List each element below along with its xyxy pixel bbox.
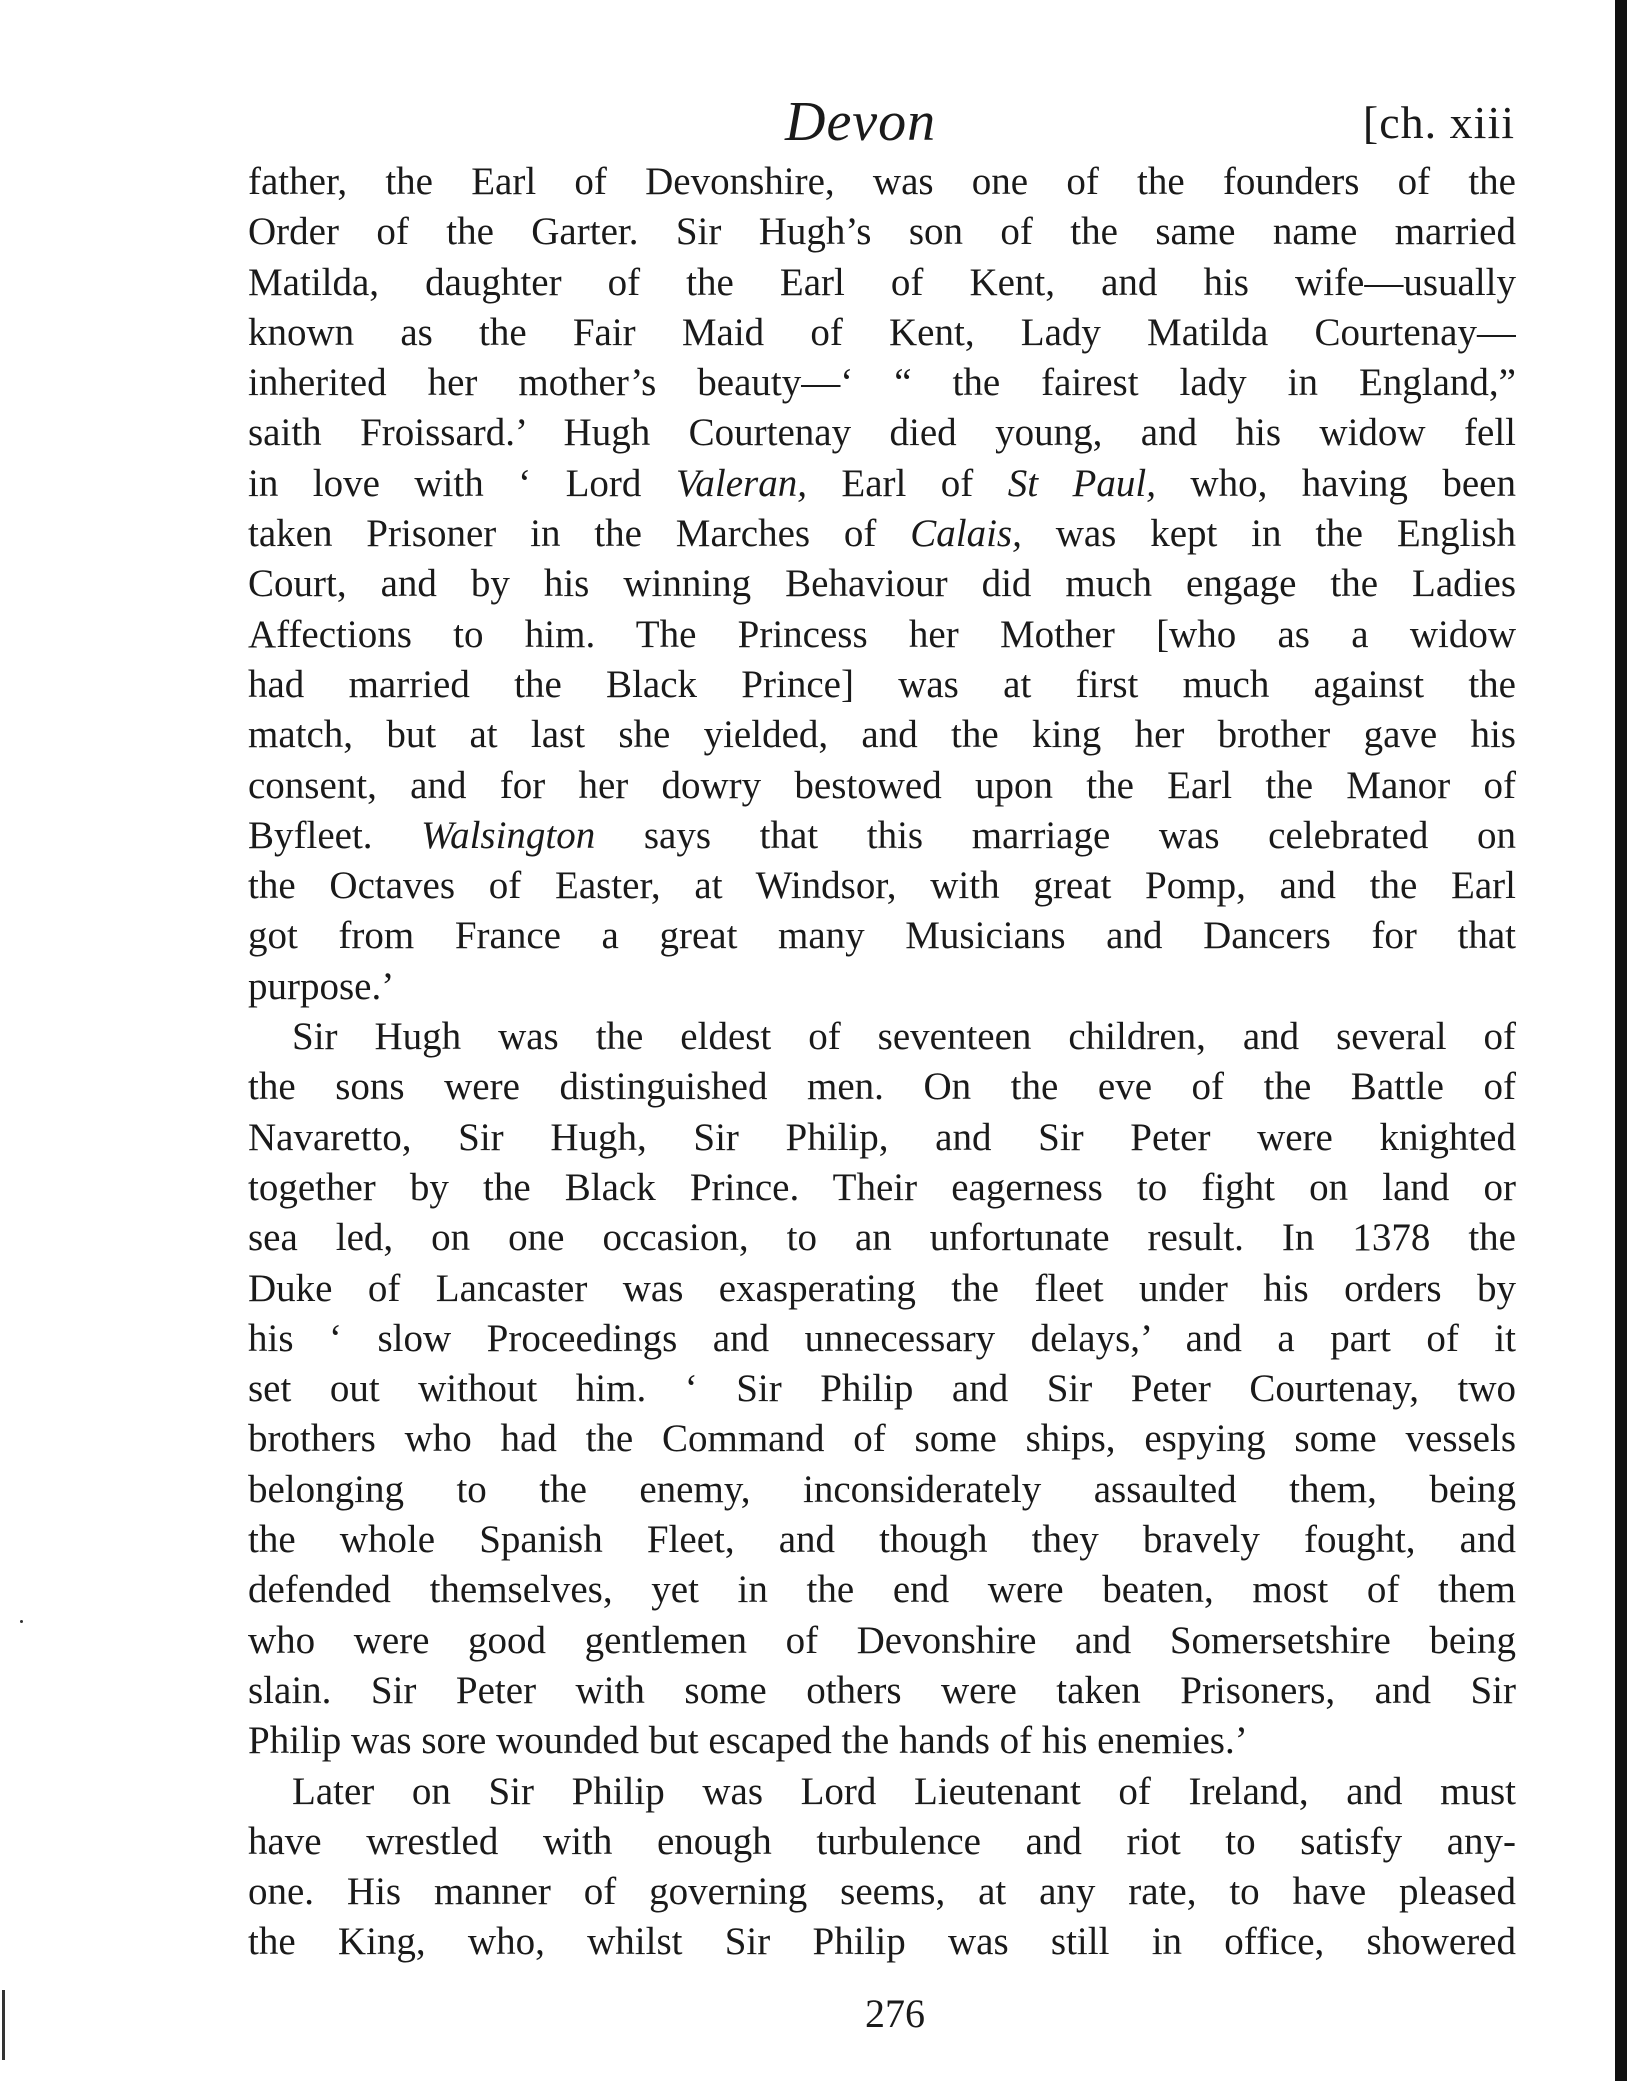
text-line bbox=[248, 509, 1516, 559]
text-line: known as the Fair Maid of Kent, Lady Matilda Courtenay— bbox=[248, 310, 1516, 354]
text-line: Navaretto, Sir Hugh, Sir Philip, and Sir Peter were knighted bbox=[248, 1115, 1516, 1159]
text-line: Affections to him. The Princess her Mother [who as a widow bbox=[248, 612, 1516, 656]
text-run: in love with ‘ Lord bbox=[248, 461, 676, 505]
page-number: 276 bbox=[865, 1991, 925, 2036]
text-line: Court, and by his winning Behaviour did much engage the Ladies bbox=[248, 562, 1516, 606]
text-line: who were good gentlemen of Devonshire and Somersetshire being bbox=[248, 1618, 1516, 1662]
text-run: Byfleet. bbox=[248, 813, 422, 857]
text-line: the sons were distinguished men. On the eve of the Battle of bbox=[248, 1065, 1516, 1109]
text-line: the King, who, whilst Sir Philip was still in office, showered bbox=[248, 1920, 1516, 1964]
text-line: got from France a great many Musicians and Dancers for that bbox=[248, 914, 1516, 958]
text-line: have wrestled with enough turbulence and riot to satisfy any- bbox=[248, 1819, 1516, 1863]
text-line: one. His manner of governing seems, at any rate, to have pleased bbox=[248, 1870, 1516, 1914]
italic-name: St Paul, bbox=[1007, 461, 1156, 505]
text-line: his ‘ slow Proceedings and unnecessary delays,’ and a part of it bbox=[248, 1316, 1516, 1360]
text-line: inherited her mother’s beauty—‘ “ the fairest lady in England,” bbox=[248, 361, 1516, 405]
text-line: belonging to the enemy, inconsiderately assaulted them, being bbox=[248, 1467, 1516, 1511]
chapter-reference: [ch. xiii bbox=[1362, 97, 1515, 148]
body-text bbox=[248, 157, 1516, 1968]
text-run: who, having been bbox=[1155, 461, 1516, 505]
running-header bbox=[250, 90, 1515, 160]
text-line: Order of the Garter. Sir Hugh’s son of the same name married bbox=[248, 210, 1516, 254]
text-line: the whole Spanish Fleet, and though they bravely fought, and bbox=[248, 1518, 1516, 1562]
text-line: set out without him. ‘ Sir Philip and Sir Peter Courtenay, two bbox=[248, 1367, 1516, 1411]
text-line: had married the Black Prince] was at first much against the bbox=[248, 662, 1516, 706]
text-line: brothers who had the Command of some ships, espying some vessels bbox=[248, 1417, 1516, 1461]
text-line: Philip was sore wounded but escaped the hands of his enemies.’ bbox=[248, 1719, 1248, 1763]
italic-name: Calais, bbox=[910, 512, 1022, 556]
text-run: was kept in the English bbox=[1021, 512, 1516, 556]
text-line: defended themselves, yet in the end were beaten, most of them bbox=[248, 1568, 1516, 1612]
text-line: consent, and for her dowry bestowed upon the Earl the Manor of bbox=[248, 763, 1516, 807]
text-line: sea led, on one occasion, to an unfortunate result. In 1378 the bbox=[248, 1216, 1516, 1260]
text-run: says that this marriage was celebrated on bbox=[595, 813, 1516, 857]
text-line: match, but at last she yielded, and the king her brother gave his bbox=[248, 713, 1516, 757]
text-line: Matilda, daughter of the Earl of Kent, and his wife—usually bbox=[248, 260, 1516, 304]
text-line bbox=[248, 459, 1516, 509]
text-line: slain. Sir Peter with some others were taken Prisoners, and Sir bbox=[248, 1668, 1516, 1712]
italic-name: Walsington bbox=[421, 813, 596, 857]
text-line: purpose.’ bbox=[248, 964, 395, 1008]
italic-name: Valeran, bbox=[675, 461, 807, 505]
scan-speck bbox=[20, 1620, 23, 1623]
text-line: father, the Earl of Devonshire, was one of the founders of the bbox=[248, 160, 1516, 203]
text-line: Sir Hugh was the eldest of seventeen children, and several of bbox=[292, 1015, 1516, 1059]
text-line: the Octaves of Easter, at Windsor, with great Pomp, and the Earl bbox=[248, 864, 1516, 908]
scan-mark bbox=[2, 1990, 5, 2060]
text-run: taken Prisoner in the Marches of bbox=[248, 512, 911, 556]
running-title: Devon bbox=[785, 91, 937, 153]
text-line bbox=[248, 811, 1516, 861]
text-line: together by the Black Prince. Their eagerness to fight on land or bbox=[248, 1165, 1516, 1209]
text-run: Earl of bbox=[806, 461, 1008, 505]
text-line: Later on Sir Philip was Lord Lieutenant of Ireland, and must bbox=[292, 1769, 1516, 1813]
text-line: saith Froissard.’ Hugh Courtenay died young, and his widow fell bbox=[248, 411, 1516, 455]
text-line: Duke of Lancaster was exasperating the fleet under his orders by bbox=[248, 1266, 1516, 1310]
page-edge-shadow bbox=[1615, 0, 1627, 2081]
